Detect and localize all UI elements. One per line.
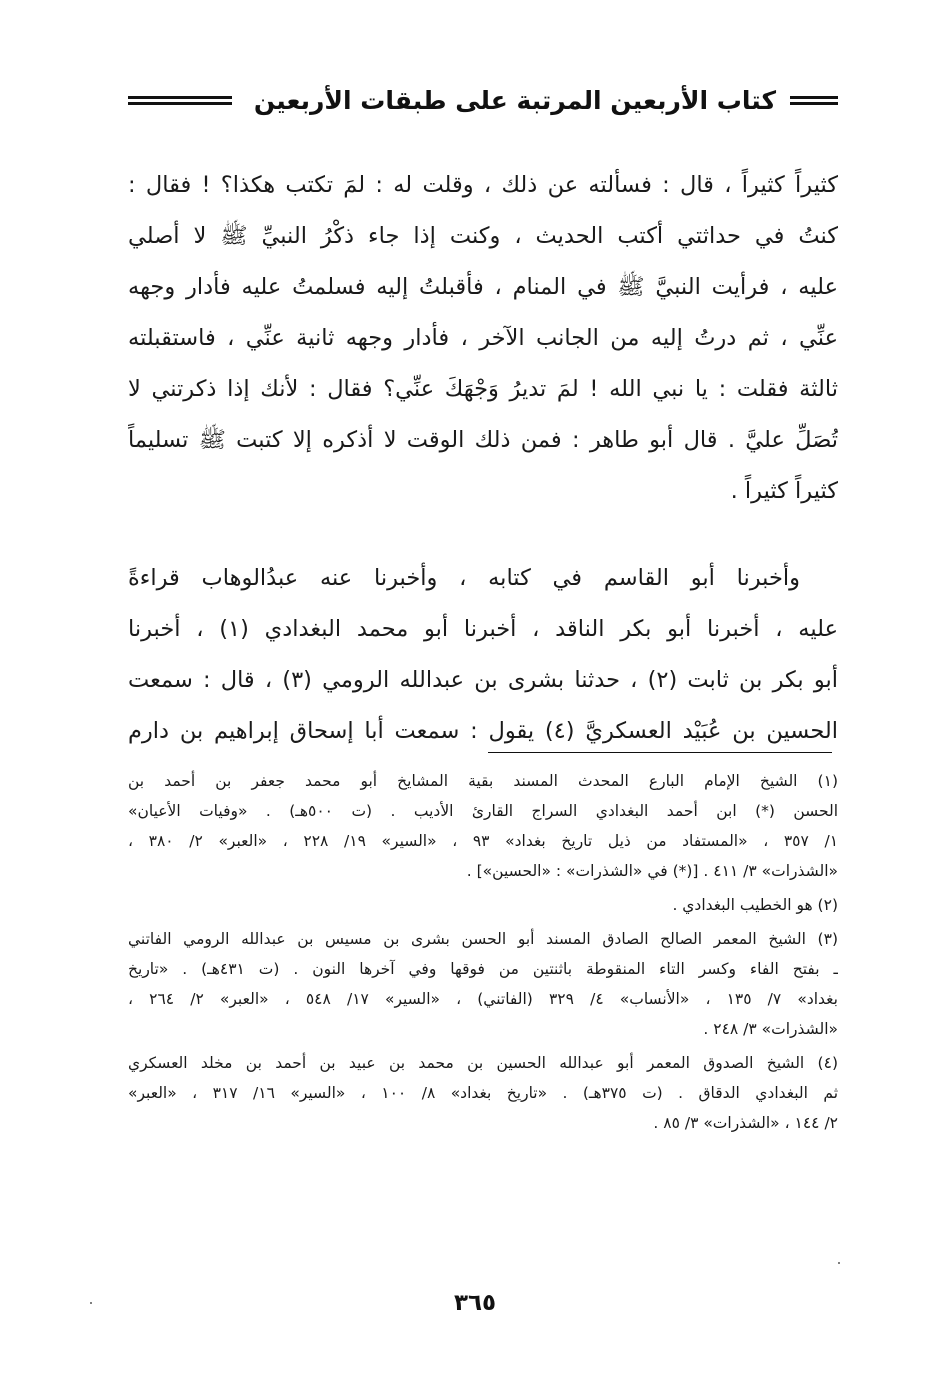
footnote-line: (٣) الشيخ المعمر الصالح الصادق المسند أبو الحسن بشرى بن مسيس بن عبدالله الرومي الفاتني — [128, 930, 838, 948]
footnote-line: «الشذرات» ٣/ ٤١١ . [(*) في «الشذرات» : «الحسين»] . — [466, 862, 838, 880]
footnote-separator — [488, 752, 832, 753]
header-rule-left — [128, 96, 232, 105]
footnote-line: (٢) هو الخطيب البغدادي . — [672, 896, 838, 914]
text-line: كنتُ في حداثتي أكتب الحديث ، وكنت إذا جاء ذكْرُ النبيِّ ﷺ لا أصلي — [128, 223, 838, 249]
paragraph-2 — [128, 553, 838, 757]
footnote-line: بغداد» ٧/ ١٣٥ ، «الأنساب» ٤/ ٣٢٩ (الفاتني) ، «السير» ١٧/ ٥٤٨ ، «العبر» ٢/ ٢٦٤ ، — [128, 990, 838, 1008]
text-line: الحسين بن عُبَيْد العسكريَّ (٤) يقول : سمعت أبا إسحاق إبراهيم بن دارم — [128, 718, 838, 744]
text-line: عليه ، فرأيت النبيَّ ﷺ في المنام ، فأقبلتُ إليه فسلمتُ عليه فأدار وجهه — [128, 274, 838, 300]
text-line: عنِّي ، ثم درتُ إليه من الجانب الآخر ، فأدار وجهه ثانية عنِّي ، فاستقبلته — [128, 325, 838, 351]
footnote-line: الحسن (*) ابن أحمد البغدادي السراج القارئ الأديب . (ت ٥٠٠هـ) . «وفيات الأعيان» — [128, 802, 838, 820]
header-rule-right — [790, 96, 838, 105]
text-line: وأخبرنا أبو القاسم في كتابه ، وأخبرنا عنه عبدُالوهاب قراءةً — [128, 565, 800, 591]
main-text — [128, 160, 838, 757]
scan-speck — [838, 1262, 840, 1264]
footnote-line: ثم البغدادي الدقاق . (ت ٣٧٥هـ) . «تاريخ بغداد» ٨/ ١٠٠ ، «السير» ١٦/ ٣١٧ ، «العبر» — [128, 1084, 838, 1102]
footnote-line: ٢/ ١٤٤ ، «الشذرات» ٣/ ٨٥ . — [653, 1114, 838, 1132]
footnotes — [128, 766, 838, 1142]
footnote-line: (١) الشيخ الإمام البارع المحدث المسند بقية المشايخ أبو محمد جعفر بن أحمد بن — [128, 772, 838, 790]
running-header — [128, 78, 838, 122]
text-line: كثيراً كثيراً . — [730, 478, 838, 504]
footnote-4 — [128, 1048, 838, 1138]
text-line: أبو بكر بن ثابت (٢) ، حدثنا بشرى بن عبدالله الرومي (٣) ، قال : سمعت — [128, 667, 838, 693]
footnote-line: (٤) الشيخ الصدوق المعمر أبو عبدالله الحسين بن محمد بن عبيد بن أحمد بن مخلد العسكري — [128, 1054, 838, 1072]
footnote-line: ١/ ٣٥٧ ، «المستفاد من ذيل تاريخ بغداد» ٩٣ ، «السير» ١٩/ ٢٢٨ ، «العبر» ٢/ ٣٨٠ ، — [128, 832, 838, 850]
page-number: ٣٦٥ — [453, 1290, 497, 1316]
footnote-1 — [128, 766, 838, 886]
footnote-2 — [128, 890, 838, 920]
text-line: تُصَلِّ عليَّ . قال أبو طاهر : فمن ذلك الوقت لا أذكره إلا كتبت ﷺ تسليماً — [128, 427, 838, 453]
text-line: ثالثة فقلت : يا نبي الله ! لمَ تديرُ وَجْهَكَ عنِّي؟ فقال : لأنك إذا ذكرتني لا — [128, 376, 838, 402]
footnote-line: ـ بفتح الفاء وكسر التاء المنقوطة باثنتين من فوقها وفي آخرها النون . (ت ٤٣١هـ) . «تاريخ — [128, 960, 838, 978]
text-line: عليه ، أخبرنا أبو بكر الناقد ، أخبرنا أبو محمد البغدادي (١) ، أخبرنا — [128, 616, 838, 642]
footnote-line: «الشذرات» ٣/ ٢٤٨ . — [703, 1020, 838, 1038]
paragraph-1 — [128, 160, 838, 517]
text-line: كثيراً كثيراً ، قال : فسألته عن ذلك ، وقلت له : لمَ تكتب هكذا؟ ! فقال : — [128, 172, 838, 198]
header-title: كتاب الأربعين المرتبة على طبقات الأربعين — [253, 85, 776, 115]
footnote-3 — [128, 924, 838, 1044]
scan-speck — [90, 1302, 92, 1304]
